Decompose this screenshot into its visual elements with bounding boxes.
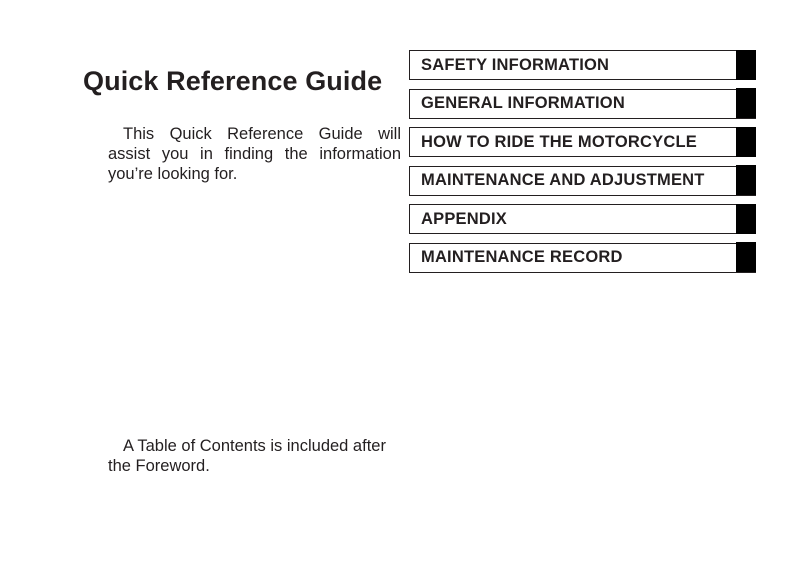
section-tab-general-information[interactable] bbox=[409, 89, 756, 119]
section-index bbox=[409, 50, 756, 281]
table-of-contents-note: A Table of Contents is included after the Foreword. bbox=[108, 437, 386, 475]
section-label: MAINTENANCE AND ADJUSTMENT bbox=[421, 171, 705, 189]
section-tab-appendix[interactable] bbox=[409, 204, 756, 234]
thumb-tab-marker bbox=[736, 88, 756, 118]
intro-paragraph: This Quick Reference Guide will assist you in finding the information you’re looking for. bbox=[108, 125, 401, 183]
thumb-tab-marker bbox=[736, 50, 756, 80]
section-label: HOW TO RIDE THE MOTORCYCLE bbox=[421, 132, 697, 151]
thumb-tab-marker bbox=[736, 165, 756, 195]
section-label: GENERAL INFORMATION bbox=[421, 94, 625, 112]
section-tab-maintenance-record[interactable] bbox=[409, 243, 756, 273]
thumb-tab-marker bbox=[736, 127, 756, 157]
page-title: Quick Reference Guide bbox=[83, 66, 383, 96]
section-label: APPENDIX bbox=[421, 209, 507, 228]
section-label: MAINTENANCE RECORD bbox=[421, 248, 623, 266]
section-label: SAFETY INFORMATION bbox=[421, 55, 610, 74]
section-tab-safety-information[interactable] bbox=[409, 50, 756, 80]
thumb-tab-marker bbox=[736, 204, 756, 234]
section-tab-how-to-ride[interactable] bbox=[409, 127, 756, 157]
thumb-tab-marker bbox=[736, 242, 756, 272]
section-tab-maintenance-and-adjustment[interactable] bbox=[409, 166, 756, 196]
